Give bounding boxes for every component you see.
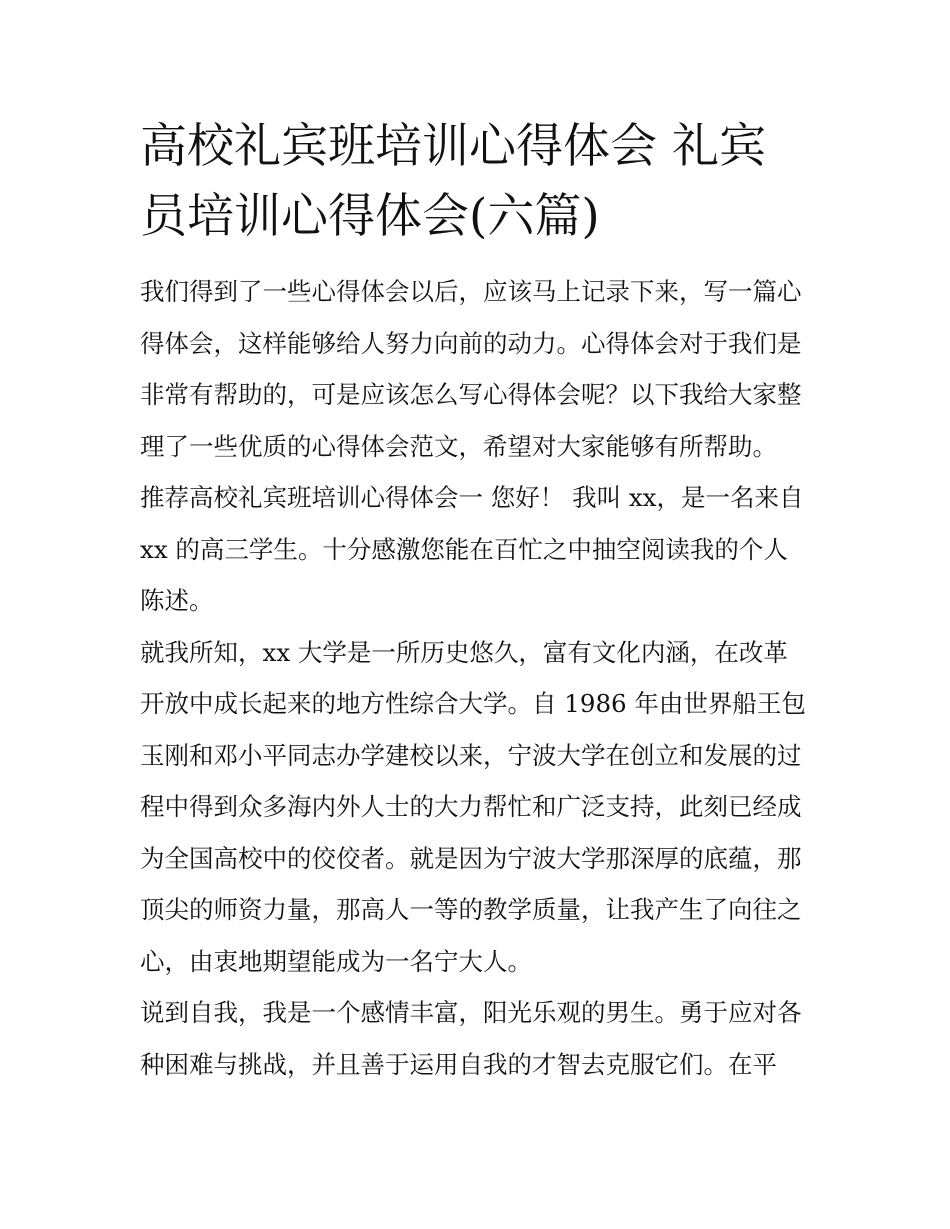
paragraph-line: 理了一些优质的心得体会范文，希望对大家能够有所帮助。 xyxy=(140,431,777,461)
paragraph-university xyxy=(140,627,830,988)
paragraph-self-intro xyxy=(140,987,830,1090)
paragraph-line: 程中得到众多海内外人士的大力帮忙和广泛支持，此刻已经成 xyxy=(140,792,802,821)
paragraph-recommend xyxy=(140,472,830,627)
paragraph-line: xx 的高三学生。十分感激您能在百忙之中抽空阅读我的个人 xyxy=(140,534,788,564)
paragraph-line: 推荐高校礼宾班培训心得体会一 您好！ 我叫 xx，是一名来自 xyxy=(140,483,804,512)
paragraph-line: 心，由衷地期望能成为一名宁大人。 xyxy=(140,946,532,976)
paragraph-line: 就我所知，xx 大学是一所历史悠久，富有文化内涵，在改革 xyxy=(140,637,788,667)
document-title xyxy=(140,112,830,252)
paragraph-line: 我们得到了一些心得体会以后，应该马上记录下来，写一篇心 xyxy=(140,277,802,306)
document-body xyxy=(140,112,830,1090)
title-line-1: 高校礼宾班培训心得体会 礼宾 xyxy=(140,119,766,174)
paragraph-line: 陈述。 xyxy=(140,586,214,615)
paragraph-intro xyxy=(140,266,830,472)
paragraph-line: 说到自我，我是一个感情丰富，阳光乐观的男生。勇于应对各 xyxy=(140,998,802,1027)
paragraph-line: 非常有帮助的，可是应该怎么写心得体会呢？以下我给大家整 xyxy=(140,380,802,409)
paragraph-line: 为全国高校中的佼佼者。就是因为宁波大学那深厚的底蕴，那 xyxy=(140,843,802,873)
paragraph-line: 玉刚和邓小平同志办学建校以来，宁波大学在创立和发展的过 xyxy=(140,740,802,770)
paragraph-line: 顶尖的师资力量，那高人一等的教学质量，让我产生了向往之 xyxy=(140,895,802,924)
title-line-2: 员培训心得体会(六篇) xyxy=(140,189,600,244)
paragraph-line: 种困难与挑战，并且善于运用自我的才智去克服它们。在平 xyxy=(140,1049,777,1079)
paragraph-line: 得体会，这样能够给人努力向前的动力。心得体会对于我们是 xyxy=(140,328,802,358)
paragraph-line: 开放中成长起来的地方性综合大学。自 1986 年由世界船王包 xyxy=(140,689,806,718)
